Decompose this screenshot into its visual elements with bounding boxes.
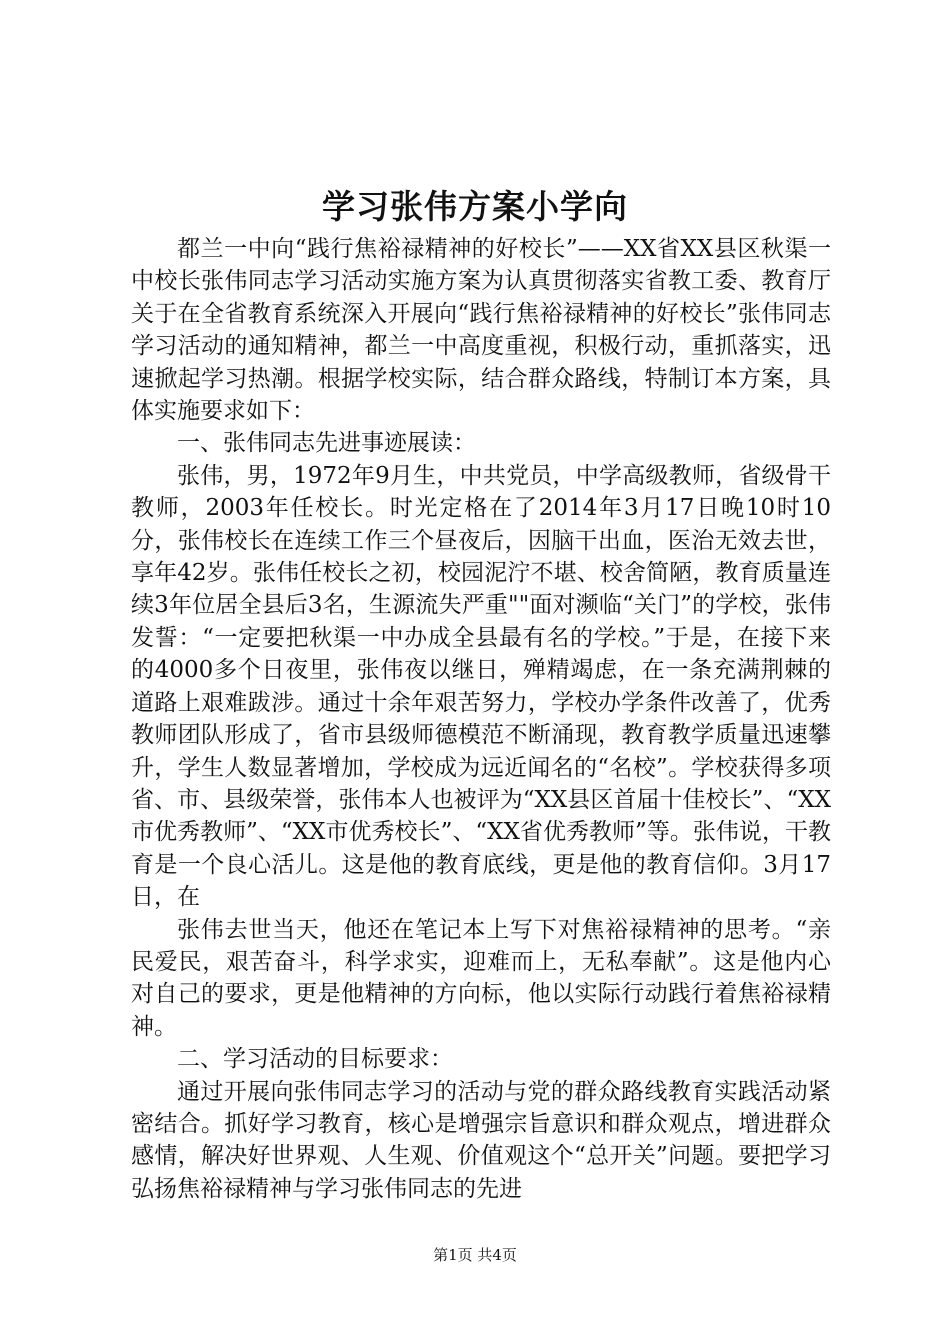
goals-paragraph: 通过开展向张伟同志学习的活动与党的群众路线教育实践活动紧密结合。抓好学习教育，核心是增强宗旨意识和群众观点，增进群众感情，解决好世界观、人生观、价值观这个“总开关”问题。要把学习弘扬焦裕禄精神与学习张伟同志的先进 [131, 1078, 831, 1202]
intro-paragraph: 都兰一中向“践行焦裕禄精神的好校长”——XX省XX县区秋渠一中校长张伟同志学习活动实施方案为认真贯彻落实省教工委、教育厅关于在全省教育系统深入开展向“践行焦裕禄精神的好校长”张伟同志学习活动的通知精神，都兰一中高度重视，积极行动，重抓落实，迅速掀起学习热潮。根据学校实际，结合群众路线，特制订本方案，具体实施要求如下： [131, 236, 831, 425]
section-heading-2: 二、学习活动的目标要求： [177, 1046, 453, 1073]
document-title: 学习张伟方案小学向 [322, 187, 628, 226]
biography-paragraph: 张伟，男，1972年9月生，中共党员，中学高级教师，省级骨干教师，2003年任校长。时光定格在了2014年3月17日晚10时10分，张伟校长在连续工作三个昼夜后，因脑干出血，医治无效去世，享年42岁。张伟任校长之初，校园泥泞不堪、校舍简陋，教育质量连续3年位居全县后3名，生源流失严重""面对濒临“关门”的学校，张伟发誓：“一定要把秋渠一中办成全县最有名的学校。”于是，在接下来的4000多个日夜里，张伟夜以继日，殚精竭虑，在一条充满荆棘的道路上艰难跋涉。通过十余年艰苦努力，学校办学条件改善了，优秀教师团队形成了，省市县级师德模范不断涌现，教育教学质量迅速攀升，学生人数显著增加，学校成为远近闻名的“名校”。学校获得多项省、市、县级荣誉，张伟本人也被评为“XX县区首届十佳校长”、“XX市优秀教师”、“XX市优秀校长”、“XX省优秀教师”等。张伟说，干教育是一个良心活儿。这是他的教育底线，更是他的教育信仰。3月17日，在 [131, 462, 831, 911]
document-body [131, 233, 831, 1205]
page-footer: 第1页 共4页 [433, 1246, 517, 1264]
section-heading-1: 一、张伟同志先进事迹展读： [177, 430, 476, 457]
reflection-paragraph: 张伟去世当天，他还在笔记本上写下对焦裕禄精神的思考。“亲民爱民，艰苦奋斗，科学求实，迎难而上，无私奉献”。这是他内心对自己的要求，更是他精神的方向标，他以实际行动践行着焦裕禄精神。 [131, 916, 831, 1040]
